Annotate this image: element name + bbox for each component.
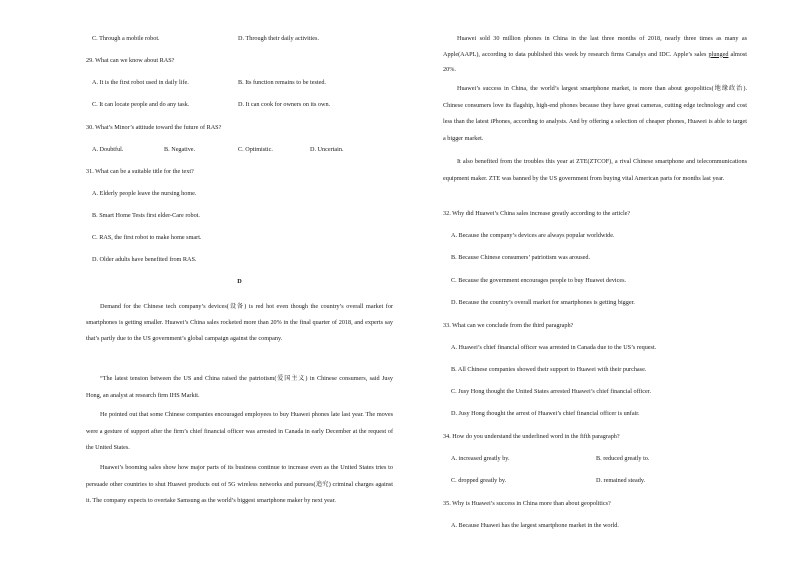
passage-paragraph-1 [86, 299, 393, 348]
underlined-word-plunged: plunged [708, 50, 729, 58]
para2-text-a: “The latest tension between the US and China raised the patriotism( [100, 375, 277, 382]
q30-option-b: B. Negative. [164, 146, 196, 153]
para2-chinese-gloss: 爱国主义 [276, 375, 306, 382]
q30-option-a: A. Doubtful. [92, 146, 124, 153]
section-heading-d: D [237, 278, 242, 285]
para2-text-b: ) in Chinese consumers, said Jusy Hong, an analyst at research firm IHS Markit. [86, 375, 393, 399]
q32-option-a: A. Because the company’s devices are always popular worldwide. [451, 232, 615, 239]
q29-question: 29. What can we know about RAS? [86, 57, 175, 64]
para4-text-a: Huawei’s booming sales show how major parts of its business continue to increase even as the United States tries to persuade other countries to shut Huawei products out of 5G wireless networks and pursues( [86, 464, 393, 488]
para5-text-a: Huawei sold 30 million phones in China in the last three months of 2018, nearly three times as many as Apple(AAPL), according to data published this week by research firms Canalys and IDC. Apple’s sales [443, 35, 747, 58]
para7-text: It also benefited from the troubles this year at ZTE(ZTCOF), a rival Chinese smartphone and telecommunications equipment maker. ZTE was banned by the US government from buying vital American parts for months last year. [443, 158, 747, 182]
passage-paragraph-4 [86, 460, 393, 510]
q35-question: 35. Why is Huawei’s success in China more than about geopolitics? [443, 500, 611, 507]
q32-option-d: D. Because the country’s overall market for smartphones is getting bigger. [451, 299, 635, 306]
q34-option-c: C. dropped greatly by. [451, 477, 507, 484]
q31-option-a: A. Elderly people leave the nursing home. [92, 190, 197, 197]
q31-option-c: C. RAS, the first robot to make home smart. [92, 234, 202, 241]
q33-option-c: C. Jusy Hong thought the United States arrested Huawei’s chief financial officer. [451, 388, 652, 395]
para6-text-a: Huawei’s success in China, the world’s largest smartphone market, is more than about geopolitics( [457, 85, 714, 92]
q29-option-a: A. It is the first robot used in daily life. [92, 79, 189, 86]
para1-text-a: Demand for the Chinese tech company’s devices( [100, 303, 229, 310]
q33-option-d: D. Jusy Hong thought the arrest of Huawei’s chief financial officer is unfair. [451, 410, 640, 417]
para6-chinese-gloss: 地缘政治 [713, 85, 744, 92]
para3-text: He pointed out that some Chinese companies encouraged employees to buy Huawei phones late last year. The moves were a gesture of support after the firm’s chief financial officer was arrested in Canada in early December at the request of the United States. [86, 411, 393, 451]
passage-paragraph-5 [443, 31, 747, 78]
q29-option-c: C. It can locate people and do any task. [92, 101, 190, 108]
para1-chinese-gloss: 设备 [228, 303, 245, 310]
q28-option-c: C. Through a mobile robot. [92, 35, 160, 42]
q34-option-b: B. reduced greatly to. [596, 455, 650, 462]
q32-question: 32. Why did Huawei’s China sales increase greatly according to the article? [443, 210, 631, 217]
q33-option-a: A. Huawei’s chief financial officer was arrested in Canada due to the US’s request. [451, 344, 657, 351]
passage-paragraph-3 [86, 407, 393, 457]
q31-question: 31. What can be a suitable title for the text? [86, 168, 194, 175]
q29-option-d: D. It can cook for owners on its own. [238, 101, 331, 108]
q28-option-d: D. Through their daily activities. [238, 35, 319, 42]
para4-chinese-gloss: 追究 [315, 480, 329, 488]
q33-question: 33. What can we conclude from the third paragraph? [443, 322, 574, 329]
q34-question: 34. How do you understand the underlined word in the fifth paragraph? [443, 433, 620, 440]
q31-option-d: D. Older adults have benefited from RAS. [92, 256, 197, 263]
q30-option-d: D. Uncertain. [310, 146, 344, 153]
q35-option-a: A. Because Huawei has the largest smartphone market in the world. [451, 522, 619, 529]
para6-text-b: ). Chinese consumers love its flagship, high-end phones because they have great cameras, cutting edge technology and cost less than the latest iPhones, according to analysts. And by offering a selection of cheaper phones, Huawei is able to target a bigger market. [443, 85, 747, 142]
q34-option-d: D. remained steady. [596, 477, 646, 484]
para1-text-b: ) is red hot even though the country’s overall market for smartphones is getting smaller. Huawei’s China sales rocketed more than 20% in the final quarter of 2018, and experts say that’s partly due to the US government’s global campaign against the company. [86, 303, 394, 343]
q34-option-a: A. increased greatly by. [451, 455, 510, 462]
passage-paragraph-7 [443, 154, 747, 187]
passage-paragraph-2 [86, 371, 393, 404]
q32-option-b: B. Because Chinese consumers’ patriotism was aroused. [451, 254, 591, 261]
para5-text-b: almost 20%. [443, 50, 748, 73]
q30-option-c: C. Optimistic. [238, 146, 273, 153]
para4-text-b: ) criminal charges against it. The company expects to overtake Samsung as the world’s biggest smartphone maker by next year. [86, 480, 393, 504]
q33-option-b: B. All Chinese companies showed their support to Huawei with their purchase. [451, 366, 647, 373]
passage-paragraph-6 [443, 81, 747, 147]
q30-question: 30. What’s Minor’s attitude toward the future of RAS? [86, 124, 222, 131]
q29-option-b: B. Its function remains to be tested. [238, 79, 326, 86]
q32-option-c: C. Because the government encourages people to buy Huawei devices. [451, 277, 627, 284]
q31-option-b: B. Smart Home Tests first elder-Care robot. [92, 212, 200, 219]
